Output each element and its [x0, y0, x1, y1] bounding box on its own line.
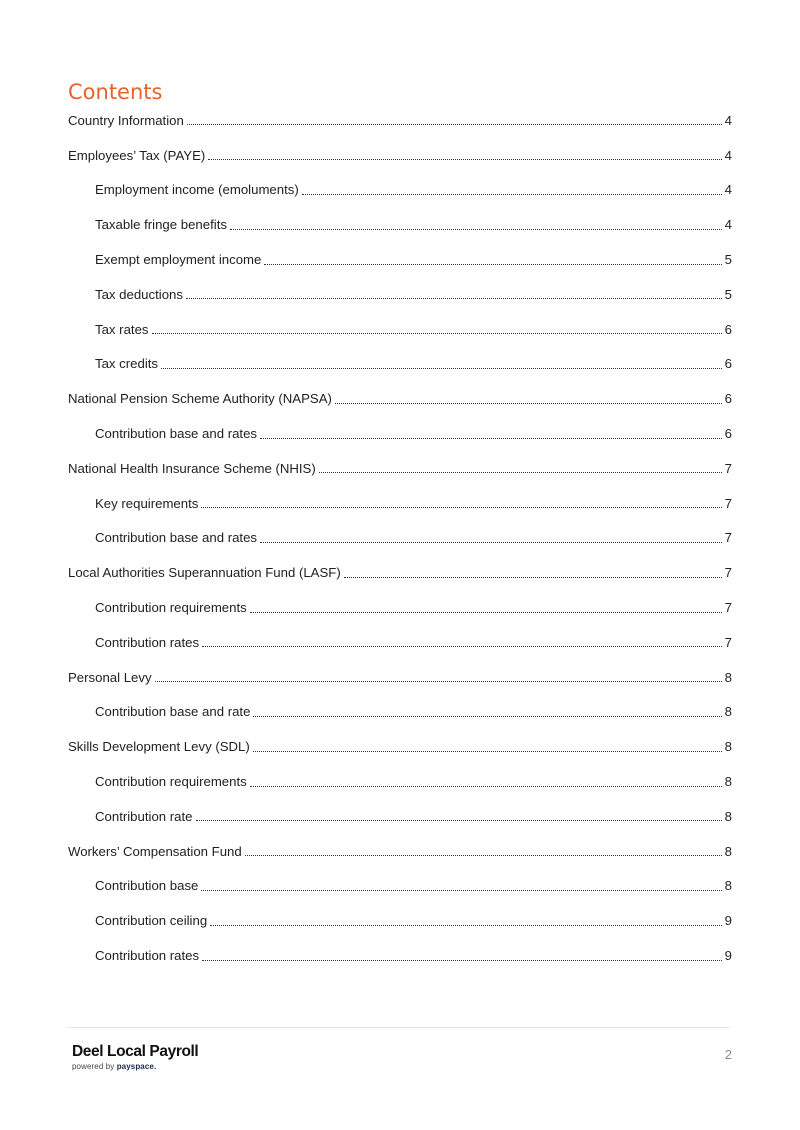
toc-entry-label: Personal Levy: [68, 669, 152, 685]
tagline-brand: payspace.: [116, 1062, 157, 1071]
toc-entry-label: Exempt employment income: [95, 251, 262, 267]
toc-entry-page: 7: [724, 495, 732, 511]
toc-entry-label: Contribution base and rate: [95, 704, 251, 720]
toc-entry-page: 7: [724, 565, 732, 581]
toc-dot-leader: [155, 680, 722, 682]
toc-entry[interactable]: [68, 764, 732, 799]
toc-entry[interactable]: [68, 903, 732, 938]
toc-entry-label: Contribution ceiling: [95, 913, 208, 929]
toc-dot-leader: [264, 263, 721, 265]
toc-entry-page: 6: [724, 321, 732, 337]
toc-entry-label: National Pension Scheme Authority (NAPSA): [68, 391, 332, 407]
toc-entry[interactable]: [68, 242, 732, 277]
toc-dot-leader: [250, 785, 722, 787]
toc-entry[interactable]: [68, 625, 732, 660]
toc-entry[interactable]: [68, 381, 732, 416]
toc-entry-page: 7: [724, 530, 732, 546]
toc-entry[interactable]: [68, 695, 732, 730]
toc-entry-page: 8: [724, 669, 732, 685]
toc-entry-page: 9: [724, 913, 732, 929]
toc-entry-label: Tax rates: [95, 321, 149, 337]
toc-dot-leader: [253, 750, 722, 752]
toc-entry-page: 7: [724, 460, 732, 476]
toc-entry[interactable]: [68, 451, 732, 486]
toc-dot-leader: [260, 437, 722, 439]
toc-entry-page: 5: [724, 251, 732, 267]
toc-entry-page: 7: [724, 634, 732, 650]
toc-entry[interactable]: [68, 416, 732, 451]
toc-entry-page: 7: [724, 599, 732, 615]
toc-dot-leader: [250, 611, 722, 613]
toc-dot-leader: [245, 854, 722, 856]
brand-logo: [72, 1043, 198, 1071]
footer-divider: [68, 1027, 730, 1028]
toc-entry-label: Tax credits: [95, 356, 159, 372]
toc-dot-leader: [161, 367, 722, 369]
toc-entry-label: Contribution requirements: [95, 599, 247, 615]
toc-entry-page: 4: [724, 182, 732, 198]
toc-entry[interactable]: [68, 521, 732, 556]
toc-dot-leader: [210, 924, 721, 926]
toc-dot-leader: [202, 959, 722, 961]
toc-entry-label: Key requirements: [95, 495, 199, 511]
toc-entry[interactable]: [68, 834, 732, 869]
toc-entry-label: Contribution rate: [95, 808, 193, 824]
toc-entry-label: Contribution base and rates: [95, 425, 258, 441]
toc-entry-label: Tax deductions: [95, 286, 183, 302]
toc-entry[interactable]: [68, 799, 732, 834]
toc-entry-label: Contribution base and rates: [95, 530, 258, 546]
toc-entry-page: 8: [724, 704, 732, 720]
toc-entry-label: Contribution requirements: [95, 773, 247, 789]
toc-dot-leader: [302, 193, 722, 195]
toc-entry[interactable]: [68, 660, 732, 695]
toc-entry-page: 8: [724, 739, 732, 755]
toc-dot-leader: [335, 402, 722, 404]
toc-entry-label: Contribution rates: [95, 634, 200, 650]
toc-dot-leader: [196, 819, 722, 821]
toc-entry[interactable]: [68, 729, 732, 764]
toc-entry-page: 8: [724, 843, 732, 859]
toc-entry[interactable]: [68, 103, 732, 138]
toc-entry-label: Taxable fringe benefits: [95, 217, 227, 233]
brand-name: Deel Local Payroll: [72, 1043, 199, 1060]
toc-dot-leader: [260, 541, 722, 543]
toc-dot-leader: [202, 645, 722, 647]
toc-entry-label: Workers’ Compensation Fund: [68, 843, 242, 859]
toc-entry[interactable]: [68, 347, 732, 382]
toc-dot-leader: [201, 506, 721, 508]
toc-entry-page: 4: [724, 112, 732, 128]
table-of-contents: [68, 103, 732, 973]
toc-dot-leader: [230, 228, 722, 230]
toc-entry-page: 6: [724, 391, 732, 407]
toc-entry[interactable]: [68, 938, 732, 973]
toc-entry-label: Local Authorities Superannuation Fund (LASF): [68, 565, 341, 581]
toc-entry-label: National Health Insurance Scheme (NHIS): [68, 460, 316, 476]
toc-entry[interactable]: [68, 486, 732, 521]
toc-entry[interactable]: [68, 207, 732, 242]
toc-entry[interactable]: [68, 590, 732, 625]
toc-dot-leader: [152, 332, 722, 334]
toc-entry[interactable]: [68, 138, 732, 173]
toc-entry-page: 8: [724, 773, 732, 789]
toc-entry[interactable]: [68, 173, 732, 208]
toc-entry-page: 8: [724, 808, 732, 824]
toc-entry[interactable]: [68, 869, 732, 904]
toc-entry[interactable]: [68, 555, 732, 590]
toc-entry-label: Employees’ Tax (PAYE): [68, 147, 206, 163]
toc-entry-page: 4: [724, 217, 732, 233]
toc-entry-page: 5: [724, 286, 732, 302]
toc-entry-page: 8: [724, 878, 732, 894]
toc-dot-leader: [319, 471, 722, 473]
page-title: Contents: [68, 80, 163, 105]
toc-entry-page: 4: [724, 147, 732, 163]
page-number: 2: [724, 1047, 732, 1062]
toc-entry-page: 9: [724, 947, 732, 963]
toc-dot-leader: [187, 123, 722, 125]
toc-entry-page: 6: [724, 356, 732, 372]
tagline-prefix: powered by: [72, 1062, 117, 1071]
toc-dot-leader: [344, 576, 722, 578]
toc-dot-leader: [201, 889, 721, 891]
toc-dot-leader: [253, 715, 721, 717]
toc-entry-label: Country Information: [68, 112, 184, 128]
toc-entry-page: 6: [724, 425, 732, 441]
toc-entry-label: Contribution base: [95, 878, 199, 894]
brand-tagline: [72, 1062, 198, 1071]
toc-entry-label: Employment income (emoluments): [95, 182, 299, 198]
toc-entry-label: Skills Development Levy (SDL): [68, 739, 250, 755]
toc-dot-leader: [186, 297, 722, 299]
toc-entry-label: Contribution rates: [95, 947, 200, 963]
toc-entry[interactable]: [68, 312, 732, 347]
toc-dot-leader: [208, 158, 721, 160]
toc-entry[interactable]: [68, 277, 732, 312]
